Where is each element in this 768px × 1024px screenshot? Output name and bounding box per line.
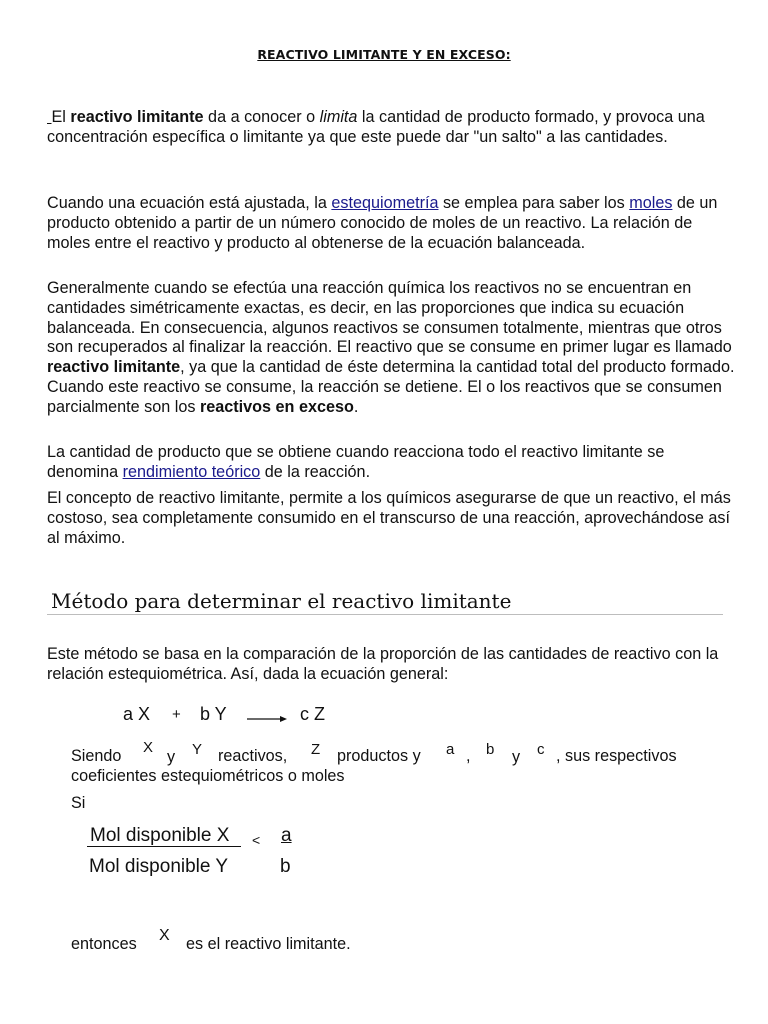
variable-z: Z: [311, 741, 321, 758]
paragraph-metodo: Este método se basa en la comparación de la proporción de las cantidades de reactivo con la relación estequiométrica. Así, dada la ecuación general:: [47, 645, 719, 683]
variable-x: X: [143, 739, 154, 756]
intro-bold-term: reactivo limitante: [70, 108, 204, 126]
equation-term-cz: c Z: [300, 704, 325, 724]
p3-bold-limitante: reactivo limitante: [47, 358, 181, 377]
siendo-word: Siendo: [71, 747, 122, 765]
p3-bold-exceso: reactivos en exceso: [199, 397, 354, 416]
section-heading: Método para determinar el reactivo limitante: [51, 589, 512, 613]
fraction-less-than: <: [252, 832, 261, 848]
conclusion-entonces: entonces: [71, 935, 137, 953]
conclusion-text: es el reactivo limitante.: [186, 935, 351, 953]
coefficient-c: c: [537, 741, 545, 758]
coefficient-b: b: [486, 741, 495, 758]
siendo-line-2: coeficientes estequiométricos o moles: [71, 767, 345, 785]
equation-term-ax: a X: [123, 704, 151, 724]
p2-text-2: se emplea para saber los: [438, 194, 630, 212]
link-estequiometria[interactable]: estequiometría: [331, 194, 439, 212]
link-rendimiento-teorico[interactable]: rendimiento teórico: [122, 462, 261, 481]
p2-text-1: Cuando una ecuación está ajustada, la: [47, 194, 332, 212]
intro-text-2: da a conocer o: [203, 108, 320, 126]
intro-text-1: El: [51, 108, 71, 126]
conclusion-variable-x: X: [159, 927, 170, 944]
paragraph-estequiometria: [47, 194, 737, 253]
fraction-bar: [87, 846, 241, 847]
paragraph-generalmente: [47, 279, 737, 418]
intro-italic-term: limita: [319, 108, 358, 126]
paragraph-concepto: El concepto de reactivo limitante, permite a los químicos asegurarse de que un reactivo, el más costoso, sea completamente consumido en el transcurso de una reacción, aprovechándose así al máximo.: [47, 489, 731, 547]
paragraph-rendimiento: [47, 443, 737, 483]
equation-term-by: b Y: [200, 704, 227, 724]
coefficient-a: a: [446, 741, 455, 758]
section-divider: [47, 614, 723, 615]
siendo-tail: , sus respectivos: [556, 747, 677, 765]
equation-plus: +: [172, 706, 181, 723]
p4-text-2: de la reacción.: [260, 462, 371, 481]
siendo-reactivos: reactivos,: [218, 747, 288, 765]
siendo-y-word-2: y: [512, 748, 521, 766]
intro-text-3: la cantidad de producto formado, y provoca una concentración específica o limitante ya que este puede dar "un salto" a las cantidades.: [47, 108, 705, 146]
fraction-denominator-right: b: [280, 856, 291, 877]
siendo-comma: ,: [466, 747, 471, 765]
fraction-numerator-right: a: [281, 825, 292, 846]
fraction-numerator-left: Mol disponible X: [90, 825, 230, 846]
reaction-arrow-icon: [247, 714, 287, 724]
siendo-productos: productos y: [337, 747, 421, 765]
paragraph-intro: [47, 108, 737, 148]
p4-text-1: La cantidad de producto que se obtiene cuando reacciona todo el reactivo limitante se denomina: [47, 443, 665, 481]
link-moles[interactable]: moles: [629, 194, 673, 212]
p3-text-1: Generalmente cuando se efectúa una reacción química los reactivos no se encuentran en cantidades simétricamente exactas, es decir, en las proporciones que indica su ecuación balanceada. En consecuencia, algunos reactivos se consumen totalmente, mientras que otros son recuperados al finalizar la reacción. El reactivo que se consume en primer lugar es llamado: [47, 279, 732, 357]
p3-text-2: , ya que la cantidad de éste determina la cantidad total del producto formado. Cuando este reactivo se consume, la reacción se detiene. El o los reactivos que se consumen parcialmente son los: [47, 358, 735, 416]
variable-y: Y: [192, 741, 203, 758]
si-word: Si: [71, 794, 86, 812]
p2-text-3: de un producto obtenido a partir de un número conocido de moles de un reactivo. La relación de moles entre el reactivo y producto al obtenerse de la ecuación balanceada.: [47, 194, 718, 252]
document-title: REACTIVO LIMITANTE Y EN EXCESO:: [257, 47, 511, 62]
p3-text-3: .: [353, 397, 359, 416]
fraction-denominator-left: Mol disponible Y: [89, 856, 229, 877]
siendo-y-word: y: [167, 748, 176, 766]
